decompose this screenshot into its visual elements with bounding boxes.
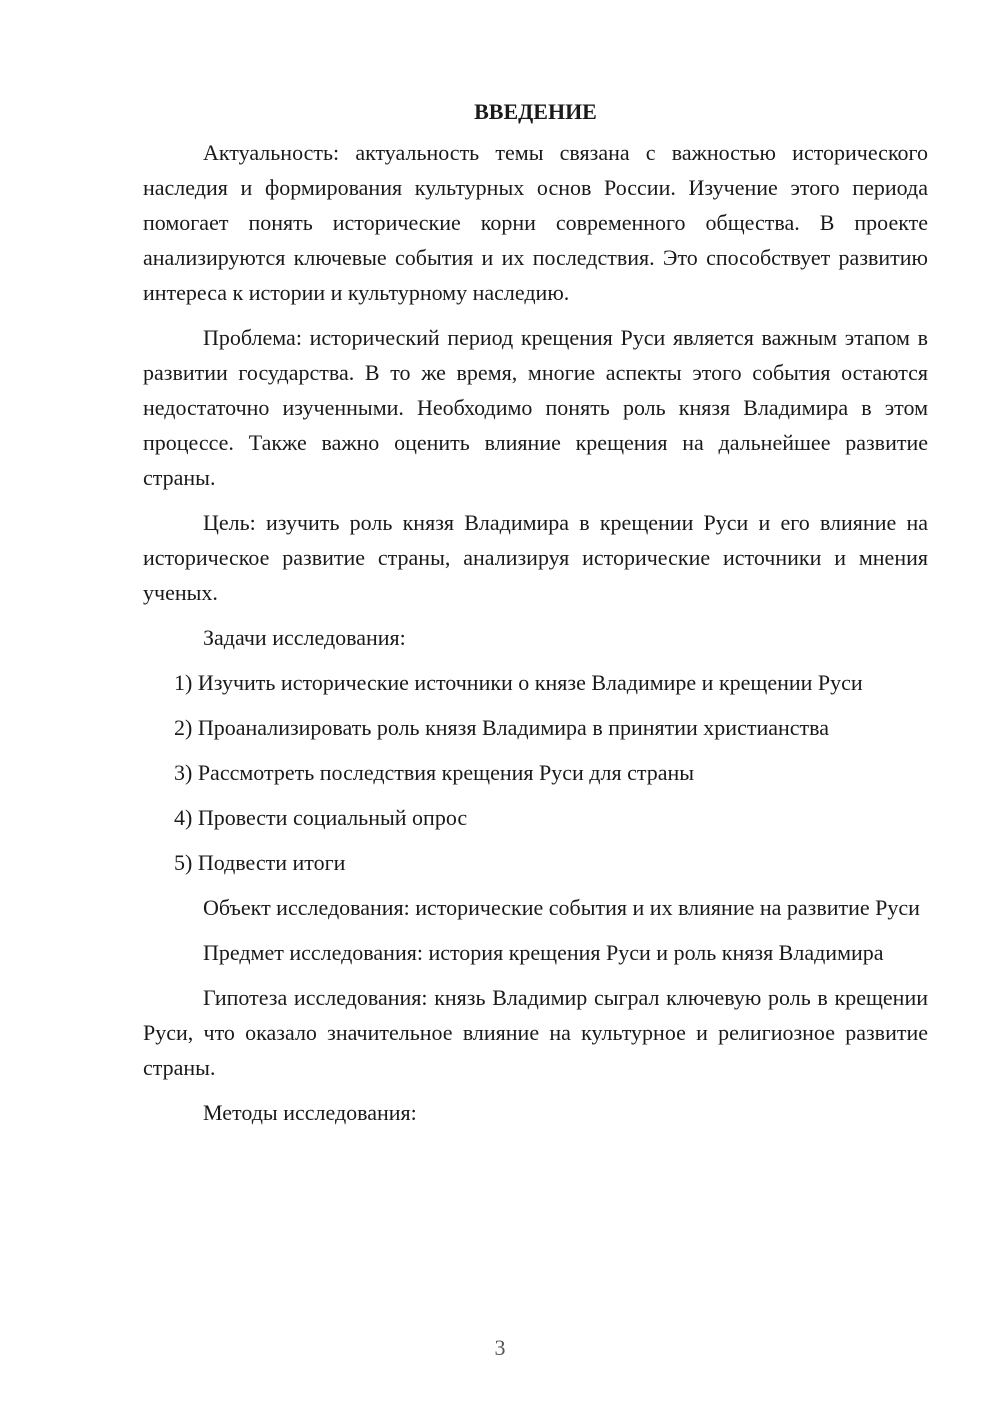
list-item-task-3: 3) Рассмотреть последствия крещения Руси для страны (174, 760, 695, 785)
list-item-task-4: 4) Провести социальный опрос (174, 805, 468, 830)
list-item-task-2: 2) Проанализировать роль князя Владимира в принятии христианства (174, 715, 830, 740)
paragraph-problem: Проблема: исторический период крещения Руси является важным этапом в развитии государства. В то же время, многие аспекты этого события остаются недостаточно изученными. Необходимо понять роль князя Владимира в этом процессе. Также важно оценить влияние крещения на дальнейшее развитие страны. (143, 325, 928, 490)
paragraph-subject: Предмет исследования: история крещения Руси и роль князя Владимира (203, 940, 884, 965)
paragraph-relevance: Актуальность: актуальность темы связана с важностью исторического наследия и формирования культурных основ России. Изучение этого периода помогает понять исторические корни современного общества. В проекте анализируются ключевые события и их последствия. Это способствует развитию интереса к истории и культурному наследию. (143, 140, 928, 305)
paragraph-hypothesis: Гипотеза исследования: князь Владимир сыграл ключевую роль в крещении Руси, что оказало значительное влияние на культурное и религиозное развитие страны. (143, 985, 928, 1080)
list-item-task-5: 5) Подвести итоги (174, 850, 346, 875)
page-number: 3 (494, 1335, 506, 1360)
paragraph-methods-heading: Методы исследования: (203, 1100, 417, 1125)
paragraph-object: Объект исследования: исторические события и их влияние на развитие Руси (203, 895, 920, 920)
paragraph-goal: Цель: изучить роль князя Владимира в крещении Руси и его влияние на историческое развитие страны, анализируя исторические источники и мнения ученых. (143, 510, 928, 605)
section-title: ВВЕДЕНИЕ (474, 99, 597, 124)
list-item-task-1: 1) Изучить исторические источники о князе Владимире и крещении Руси (174, 670, 863, 695)
page-content (143, 94, 928, 1140)
paragraph-tasks-heading: Задачи исследования: (203, 625, 406, 650)
